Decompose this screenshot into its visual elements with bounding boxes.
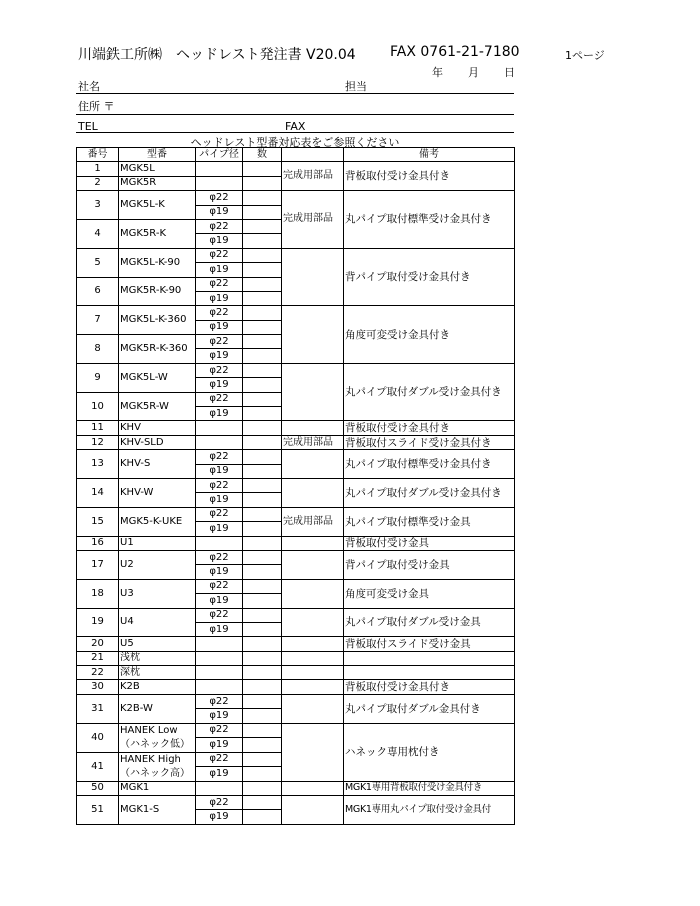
row-number: 22 (77, 666, 119, 680)
pipe-cell[interactable] (196, 651, 243, 665)
remarks: 角度可変受け金具付き (344, 306, 515, 364)
remarks (344, 651, 515, 665)
pipe-22: φ22 (196, 277, 243, 291)
fax-label: FAX (285, 120, 306, 133)
pipe-cell[interactable] (196, 666, 243, 680)
table-note: ヘッドレスト型番対応表をご参照ください (190, 136, 400, 149)
qty-cell[interactable] (243, 810, 282, 824)
row-model: 深枕 (119, 666, 196, 680)
model-line-1: HANEK High (120, 753, 181, 765)
table-row (77, 450, 515, 464)
part-type (282, 550, 344, 579)
table-header-row (77, 148, 515, 162)
qty-cell[interactable] (243, 651, 282, 665)
pipe-cell[interactable] (196, 421, 243, 435)
company-line (76, 93, 514, 94)
qty-cell[interactable] (243, 349, 282, 363)
table-row (77, 248, 515, 262)
remarks: 丸パイプ取付ダブル金具付き (344, 694, 515, 723)
part-type (282, 637, 344, 651)
remarks: 背パイプ取付受け金具付き (344, 248, 515, 306)
model-line-2: （ハネック高） (120, 767, 190, 779)
row-model: KHV-W (119, 478, 196, 507)
part-type (282, 694, 344, 723)
qty-cell[interactable] (243, 536, 282, 550)
remarks: ハネック専用枕付き (344, 723, 515, 781)
document-title: 川端鉄工所㈱ ヘッドレスト発注書 V20.04 (78, 47, 356, 63)
table-row (77, 651, 515, 665)
qty-cell[interactable] (243, 694, 282, 708)
pipe-cell[interactable] (196, 435, 243, 449)
part-type (282, 248, 344, 306)
pipe-22: φ22 (196, 550, 243, 564)
model-line-1: HANEK Low (120, 724, 178, 736)
row-number: 41 (77, 752, 119, 781)
remarks: MGK1専用丸パイプ取付受け金具付 (344, 796, 515, 825)
qty-cell[interactable] (243, 378, 282, 392)
table-row (77, 478, 515, 492)
table-row (77, 608, 515, 622)
pipe-22: φ22 (196, 796, 243, 810)
table-row (77, 421, 515, 435)
table-row (77, 796, 515, 810)
pipe-19: φ19 (196, 738, 243, 753)
qty-cell[interactable] (243, 709, 282, 723)
qty-cell[interactable] (243, 796, 282, 810)
remarks: 丸パイプ取付ダブル受け金具付き (344, 478, 515, 507)
qty-cell[interactable] (243, 723, 282, 738)
row-number: 18 (77, 579, 119, 608)
pipe-19: φ19 (196, 320, 243, 334)
remarks: 背板取付受け金具付き (344, 421, 515, 435)
month-label: 月 (468, 66, 479, 79)
qty-cell[interactable] (243, 781, 282, 795)
pipe-22: φ22 (196, 392, 243, 406)
row-model: U4 (119, 608, 196, 637)
qty-cell[interactable] (243, 637, 282, 651)
pipe-19: φ19 (196, 522, 243, 536)
row-number: 8 (77, 335, 119, 364)
row-model: MGK5R-K-360 (119, 335, 196, 364)
row-number: 31 (77, 694, 119, 723)
row-model: MGK1 (119, 781, 196, 795)
row-model: MGK5R-W (119, 392, 196, 421)
remarks: 背板取付スライド受け金具 (344, 637, 515, 651)
address-label: 住所 〒 (78, 100, 115, 113)
row-model: MGK5R (119, 176, 196, 190)
table-row (77, 363, 515, 377)
day-label: 日 (504, 66, 515, 79)
part-type (282, 478, 344, 507)
qty-cell[interactable] (243, 450, 282, 464)
row-model: MGK5L-K (119, 191, 196, 220)
row-number: 51 (77, 796, 119, 825)
part-type: 完成用部品 (282, 162, 344, 191)
table-row (77, 162, 515, 176)
pipe-22: φ22 (196, 752, 243, 767)
part-type (282, 666, 344, 680)
row-number: 19 (77, 608, 119, 637)
pipe-cell[interactable] (196, 536, 243, 550)
table-row (77, 637, 515, 651)
part-type (282, 421, 344, 435)
qty-cell[interactable] (243, 493, 282, 507)
row-model: KHV-S (119, 450, 196, 479)
table-row (77, 666, 515, 680)
pipe-19: φ19 (196, 767, 243, 782)
qty-cell[interactable] (243, 608, 282, 622)
qty-cell[interactable] (243, 176, 282, 190)
qty-cell[interactable] (243, 191, 282, 205)
row-model: K2B (119, 680, 196, 694)
pipe-22: φ22 (196, 723, 243, 738)
remarks: 背板取付スライド受け金具付き (344, 435, 515, 449)
pipe-cell[interactable] (196, 162, 243, 176)
qty-cell[interactable] (243, 205, 282, 219)
pipe-19: φ19 (196, 234, 243, 248)
table-row (77, 550, 515, 564)
row-model: KHV-SLD (119, 435, 196, 449)
pipe-cell[interactable] (196, 680, 243, 694)
row-model: MGK5L-W (119, 363, 196, 392)
qty-cell[interactable] (243, 306, 282, 320)
qty-cell[interactable] (243, 752, 282, 767)
row-number: 10 (77, 392, 119, 421)
pipe-22: φ22 (196, 478, 243, 492)
row-number: 9 (77, 363, 119, 392)
row-number: 40 (77, 723, 119, 752)
remarks: 背板取付受け金具付き (344, 680, 515, 694)
part-type (282, 680, 344, 694)
row-number: 15 (77, 507, 119, 536)
row-number: 30 (77, 680, 119, 694)
remarks: 背板取付受け金具 (344, 536, 515, 550)
table-row (77, 680, 515, 694)
table-row (77, 306, 515, 320)
tel-label: TEL (78, 120, 98, 133)
pipe-22: φ22 (196, 219, 243, 233)
row-number: 6 (77, 277, 119, 306)
row-model: U1 (119, 536, 196, 550)
model-line-2: （ハネック低） (120, 738, 190, 750)
remarks: 背パイプ取付受け金具 (344, 550, 515, 579)
row-number: 14 (77, 478, 119, 507)
pipe-22: φ22 (196, 363, 243, 377)
pipe-22: φ22 (196, 694, 243, 708)
row-number: 13 (77, 450, 119, 479)
row-number: 11 (77, 421, 119, 435)
table-row (77, 507, 515, 521)
part-type (282, 608, 344, 637)
qty-cell[interactable] (243, 363, 282, 377)
row-model: MGK5L-K-90 (119, 248, 196, 277)
row-model: MGK5R-K (119, 219, 196, 248)
qty-cell[interactable] (243, 407, 282, 421)
qty-cell[interactable] (243, 738, 282, 753)
pipe-19: φ19 (196, 349, 243, 363)
part-type (282, 306, 344, 364)
row-model: KHV (119, 421, 196, 435)
qty-cell[interactable] (243, 666, 282, 680)
contact-label: 担当 (345, 80, 367, 93)
qty-cell[interactable] (243, 579, 282, 593)
qty-cell[interactable] (243, 464, 282, 478)
company-label: 社名 (78, 80, 100, 93)
part-type (282, 536, 344, 550)
qty-cell[interactable] (243, 680, 282, 694)
qty-cell[interactable] (243, 263, 282, 277)
row-model: 浅枕 (119, 651, 196, 665)
table-row (77, 579, 515, 593)
remarks: 丸パイプ取付標準受け金具 (344, 507, 515, 536)
part-type (282, 651, 344, 665)
pipe-22: φ22 (196, 335, 243, 349)
part-type (282, 450, 344, 479)
row-number: 4 (77, 219, 119, 248)
qty-cell[interactable] (243, 421, 282, 435)
address-line (76, 114, 514, 115)
pipe-22: φ22 (196, 579, 243, 593)
pipe-22: φ22 (196, 306, 243, 320)
col-number: 番号 (77, 148, 119, 162)
row-model: MGK5L-K-360 (119, 306, 196, 335)
col-remarks: 備考 (344, 148, 515, 162)
col-qty: 数 (243, 148, 282, 162)
row-model: K2B-W (119, 694, 196, 723)
tel-line (76, 132, 514, 133)
part-type: 完成用部品 (282, 191, 344, 249)
row-model: U5 (119, 637, 196, 651)
table-row (77, 694, 515, 708)
year-label: 年 (432, 66, 443, 79)
page-number: 1ページ (565, 49, 605, 62)
row-model: U3 (119, 579, 196, 608)
table-row (77, 723, 515, 738)
qty-cell[interactable] (243, 550, 282, 564)
pipe-cell[interactable] (196, 176, 243, 190)
pipe-cell[interactable] (196, 781, 243, 795)
qty-cell[interactable] (243, 478, 282, 492)
remarks: 丸パイプ取付標準受け金具付き (344, 450, 515, 479)
row-model: MGK5R-K-90 (119, 277, 196, 306)
row-number: 7 (77, 306, 119, 335)
row-model: MGK1-S (119, 796, 196, 825)
table-row (77, 191, 515, 205)
pipe-19: φ19 (196, 810, 243, 824)
pipe-22: φ22 (196, 450, 243, 464)
fax-number: FAX 0761-21-7180 (390, 44, 520, 60)
pipe-19: φ19 (196, 205, 243, 219)
pipe-19: φ19 (196, 291, 243, 305)
row-number: 20 (77, 637, 119, 651)
pipe-19: φ19 (196, 263, 243, 277)
qty-cell[interactable] (243, 248, 282, 262)
pipe-19: φ19 (196, 464, 243, 478)
col-type (282, 148, 344, 162)
qty-cell[interactable] (243, 162, 282, 176)
pipe-19: φ19 (196, 622, 243, 636)
pipe-22: φ22 (196, 507, 243, 521)
table-row (77, 435, 515, 449)
pipe-cell[interactable] (196, 637, 243, 651)
remarks (344, 666, 515, 680)
row-number: 21 (77, 651, 119, 665)
qty-cell[interactable] (243, 234, 282, 248)
qty-cell[interactable] (243, 435, 282, 449)
remarks: 丸パイプ取付ダブル受け金具付き (344, 363, 515, 421)
col-pipe: パイプ径 (196, 148, 243, 162)
pipe-19: φ19 (196, 565, 243, 579)
order-table (76, 147, 515, 825)
qty-cell[interactable] (243, 277, 282, 291)
row-model (119, 752, 196, 781)
pipe-22: φ22 (196, 191, 243, 205)
qty-cell[interactable] (243, 622, 282, 636)
qty-cell[interactable] (243, 767, 282, 782)
remarks: 背板取付受け金具付き (344, 162, 515, 191)
row-number: 50 (77, 781, 119, 795)
qty-cell[interactable] (243, 320, 282, 334)
remarks: 丸パイプ取付標準受け金具付き (344, 191, 515, 249)
remarks: MGK1専用背板取付受け金具付き (344, 781, 515, 795)
pipe-19: φ19 (196, 594, 243, 608)
row-model (119, 723, 196, 752)
table-row (77, 536, 515, 550)
col-model: 型番 (119, 148, 196, 162)
row-number: 3 (77, 191, 119, 220)
part-type (282, 579, 344, 608)
row-number: 17 (77, 550, 119, 579)
row-number: 1 (77, 162, 119, 176)
remarks: 角度可変受け金具 (344, 579, 515, 608)
part-type (282, 363, 344, 421)
row-number: 16 (77, 536, 119, 550)
row-model: MGK5-K-UKE (119, 507, 196, 536)
pipe-19: φ19 (196, 493, 243, 507)
row-model: U2 (119, 550, 196, 579)
qty-cell[interactable] (243, 507, 282, 521)
part-type: 完成用部品 (282, 435, 344, 449)
qty-cell[interactable] (243, 291, 282, 305)
part-type: 完成用部品 (282, 507, 344, 536)
qty-cell[interactable] (243, 565, 282, 579)
row-model: MGK5L (119, 162, 196, 176)
remarks: 丸パイプ取付ダブル受け金具 (344, 608, 515, 637)
table-row (77, 781, 515, 795)
row-number: 2 (77, 176, 119, 190)
pipe-19: φ19 (196, 407, 243, 421)
part-type (282, 796, 344, 825)
qty-cell[interactable] (243, 335, 282, 349)
row-number: 5 (77, 248, 119, 277)
pipe-22: φ22 (196, 608, 243, 622)
part-type (282, 781, 344, 795)
pipe-19: φ19 (196, 378, 243, 392)
qty-cell[interactable] (243, 594, 282, 608)
qty-cell[interactable] (243, 219, 282, 233)
pipe-22: φ22 (196, 248, 243, 262)
qty-cell[interactable] (243, 392, 282, 406)
pipe-19: φ19 (196, 709, 243, 723)
part-type (282, 723, 344, 781)
qty-cell[interactable] (243, 522, 282, 536)
row-number: 12 (77, 435, 119, 449)
